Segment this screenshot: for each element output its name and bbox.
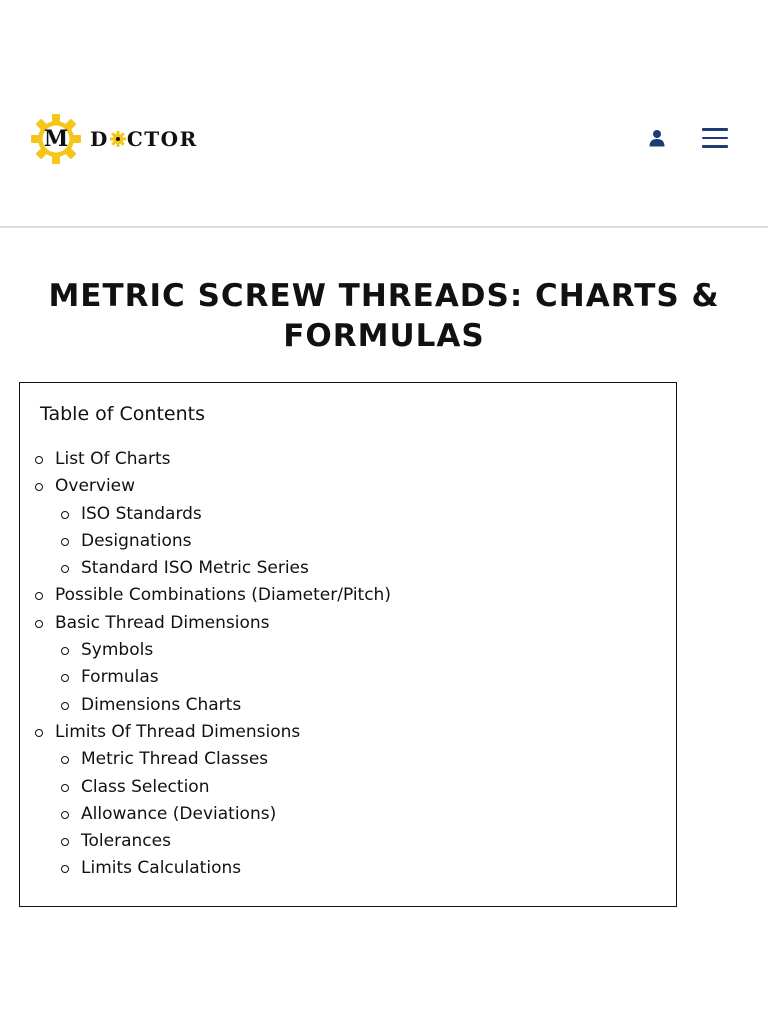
toc-link[interactable]: ISO Standards: [81, 503, 202, 524]
toc-link[interactable]: Allowance (Deviations): [81, 803, 277, 824]
site-header: [0, 0, 768, 228]
toc-item: [20, 719, 391, 746]
toc-item: [20, 664, 391, 691]
page-title: [0, 276, 768, 356]
mini-gear-icon: [110, 131, 126, 147]
toc-link[interactable]: Overview: [55, 476, 136, 497]
toc-title: Table of Contents: [40, 403, 205, 425]
toc-item: [20, 855, 391, 882]
user-icon[interactable]: [648, 129, 666, 147]
toc-link[interactable]: Dimensions Charts: [81, 694, 242, 715]
brand-suffix: CTOR: [126, 127, 198, 151]
site-logo[interactable]: [30, 113, 198, 165]
logo-letter: M: [43, 126, 69, 152]
toc-link[interactable]: Limits Of Thread Dimensions: [55, 721, 301, 742]
menu-bar: [702, 145, 728, 148]
toc-item: [20, 637, 391, 664]
toc-link[interactable]: Limits Calculations: [81, 858, 242, 879]
toc-link[interactable]: Tolerances: [81, 831, 171, 852]
toc-link[interactable]: Formulas: [81, 667, 159, 688]
brand-name: [90, 127, 198, 151]
table-of-contents: [19, 382, 677, 907]
menu-bar: [702, 137, 728, 140]
toc-item: [20, 582, 391, 609]
toc-link[interactable]: List Of Charts: [55, 449, 171, 469]
hamburger-menu-icon[interactable]: [702, 128, 728, 148]
toc-item: [20, 801, 391, 828]
toc-link[interactable]: Symbols: [81, 640, 154, 661]
toc-link[interactable]: Basic Thread Dimensions: [55, 612, 270, 633]
gear-icon: [30, 113, 82, 165]
brand-prefix: D: [90, 127, 109, 151]
toc-link[interactable]: Standard ISO Metric Series: [81, 558, 309, 579]
toc-link[interactable]: Designations: [81, 530, 192, 551]
toc-link[interactable]: Class Selection: [81, 776, 210, 797]
page-title-line-2: FORMULAS: [283, 318, 485, 354]
toc-item: [20, 446, 391, 473]
toc-item: [20, 828, 391, 855]
toc-link[interactable]: Metric Thread Classes: [81, 749, 269, 770]
toc-list: [20, 446, 391, 883]
page-title-line-1: METRIC SCREW THREADS: CHARTS &: [48, 278, 720, 314]
toc-item: [20, 610, 391, 637]
toc-item: [20, 555, 391, 582]
menu-bar: [702, 128, 728, 131]
toc-item: [20, 746, 391, 773]
toc-item: [20, 692, 391, 719]
toc-item: [20, 501, 391, 528]
toc-link[interactable]: Possible Combinations (Diameter/Pitch): [55, 585, 391, 606]
toc-item: [20, 774, 391, 801]
toc-item: [20, 528, 391, 555]
toc-item: [20, 473, 391, 500]
